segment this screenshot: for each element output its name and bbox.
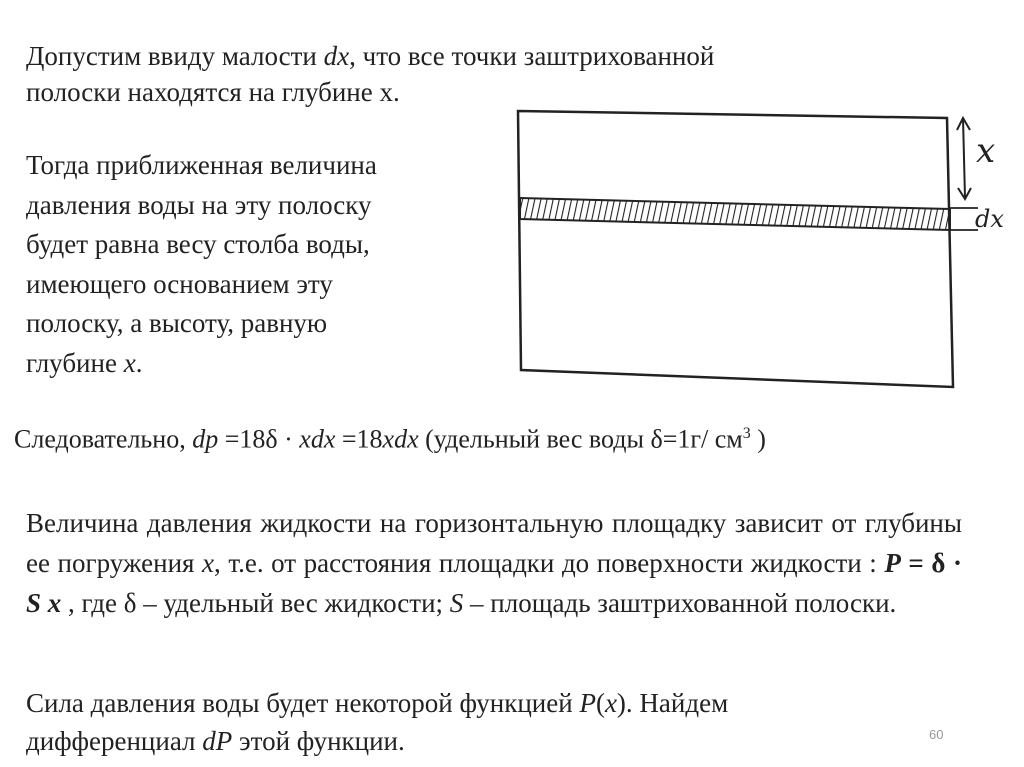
approx-line-2: давления воды на эту полоску — [26, 189, 372, 220]
paren: ( — [595, 688, 605, 718]
S-term: S — [449, 588, 464, 618]
page-number: 60 — [929, 727, 944, 742]
intro-text-line2: полоски находятся на глубине x. — [26, 77, 400, 107]
x-term: x — [604, 688, 617, 718]
pressure-text: Величина давления жидкости на горизонтальную площадку зависит от глубины ее погружения — [26, 508, 962, 578]
formula-close: ) — [750, 424, 766, 454]
force-text: этой функции. — [232, 726, 405, 756]
intro-text-cont: , что все точки заштрихованной — [349, 41, 715, 71]
x-term: x — [202, 548, 215, 578]
pressure-text: , т.е. от расстояния площадки до поверхности жидкости : — [214, 548, 885, 578]
hatched-strip — [520, 198, 950, 230]
force-text: Сила давления воды будет некоторой функцией — [26, 688, 580, 718]
approx-line-5: полоску, а высоту, равную — [26, 308, 328, 338]
pressure-text: – площадь заштрихованной полоски. — [463, 588, 897, 618]
xdx-term: xdx — [382, 424, 419, 454]
Sx-term: S x — [26, 588, 62, 618]
xdx-term: xdx — [299, 424, 336, 454]
pressure-text: , где δ – удельный вес жидкости; — [61, 588, 450, 618]
P-term: P — [884, 548, 901, 578]
formula-intro: Следовательно, — [14, 424, 193, 454]
approx-line-4: имеющего основанием эту — [26, 268, 333, 299]
x-term: x — [123, 347, 136, 378]
formula-note: (удельный вес воды δ=1г/ см — [418, 424, 743, 454]
approx-line-6: глубине — [26, 347, 124, 378]
dp-term: dp — [192, 424, 219, 454]
dx-term: dx — [323, 41, 350, 71]
approx-line-3: будет равна весу столба воды, — [26, 229, 370, 259]
tank-outline — [518, 111, 953, 387]
dP-term: dP — [202, 726, 233, 756]
pressure-paragraph — [26, 503, 962, 623]
cube-superscript: 3 — [742, 425, 751, 442]
force-text: ). Найдем — [616, 688, 729, 718]
approx-period: . — [135, 347, 143, 378]
formula-part: =18 — [335, 424, 383, 454]
label-dx: dx — [975, 205, 1004, 233]
label-x: x — [976, 131, 996, 171]
P-term: P — [579, 688, 596, 718]
formula-eq: = δ · — [900, 548, 962, 578]
approx-line-1: Тогда приближенная величина — [26, 150, 377, 180]
force-text: дифференциал — [26, 726, 203, 756]
formula-line — [14, 416, 1014, 458]
depth-arrow-line — [963, 118, 965, 198]
intro-text: Допустим ввиду малости — [26, 41, 324, 71]
force-paragraph — [26, 684, 962, 760]
formula-part: =18δ · — [218, 424, 300, 454]
